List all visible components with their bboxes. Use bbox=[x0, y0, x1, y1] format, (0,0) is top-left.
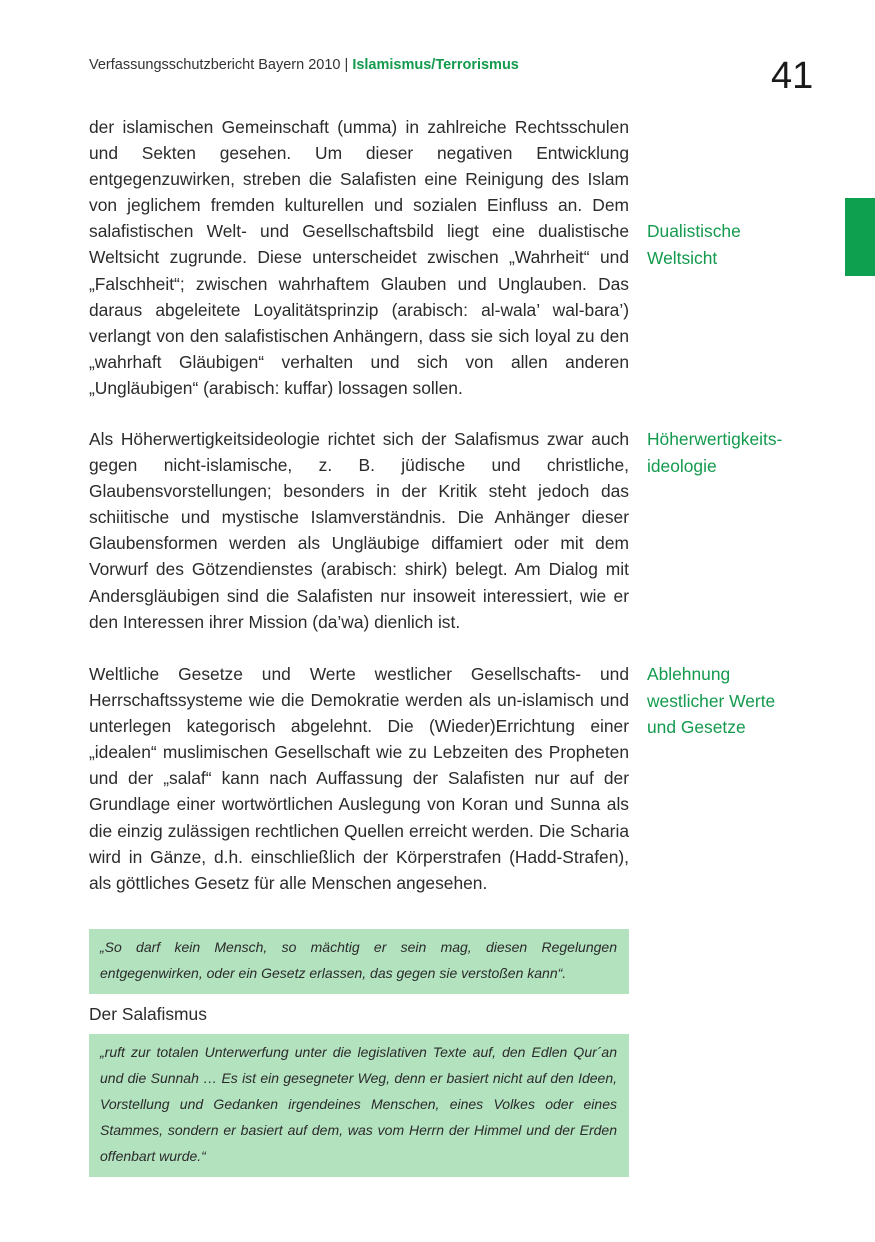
quote-box-2: „ruft zur totalen Unterwerfung unter die legislativen Texte auf, den Edlen Qur´an und die Sunnah … Es ist ein gesegneter Weg, denn er basiert nicht auf den Ideen, Vorstellung und Gedanken irgendeines Menschen, eines Volkes oder eines Stammes, sondern er basiert auf dem, was vom Herrn der Himmel und der Erden offenbart wurde.“ bbox=[89, 1034, 629, 1177]
margin-note-ablehnung-westlicher-werte: Ablehnung westlicher Werte und Gesetze bbox=[647, 664, 776, 737]
section-title: Islamismus/Terrorismus bbox=[352, 57, 519, 73]
report-title: Verfassungsschutzbericht Bayern 2010 | bbox=[89, 57, 353, 73]
chapter-tab-marker bbox=[845, 198, 875, 276]
quote-box-1: „So darf kein Mensch, so mächtig er sein mag, diesen Regelungen entgegenwirken, oder ein Gesetz erlassen, das gegen sie verstoßen kann“. bbox=[89, 929, 629, 994]
body-paragraph-2: Als Höherwertigkeitsideologie richtet sich der Salafismus zwar auch gegen nicht-islamische, z. B. jüdische und christliche, Glaubensvorstellungen; besonders in der Kritik steht jedoch das schiitische und mystische Islamverständnis. Die Anhänger dieser Glaubensformen werden als Ungläubige diffamiert oder mit dem Vorwurf des Götzendienstes (arabisch: shirk) belegt. Am Dialog mit Andersgläubigen sind die Salafisten nur insoweit interessiert, wie er den Interessen ihrer Mission (da’wa) dienlich ist. bbox=[89, 429, 629, 632]
margin-note-hoeherwertigkeitsideologie: Höherwertigkeits-ideologie bbox=[647, 429, 783, 476]
margin-note-dualistische-weltsicht: Dualistische Weltsicht bbox=[647, 221, 741, 268]
quote-source-label: Der Salafismus bbox=[89, 1004, 207, 1024]
page-number: 41 bbox=[771, 55, 814, 97]
running-header bbox=[89, 57, 519, 73]
body-paragraph-3: Weltliche Gesetze und Werte westlicher Gesellschafts- und Herrschaftssysteme wie die Demokratie werden als un-islamisch und unterlegen kategorisch abgelehnt. Die (Wieder)Errichtung einer „idealen“ muslimischen Gesellschaft wie zu Lebzeiten des Propheten und der „salaf“ kann nach Auffassung der Salafisten nur auf der Grundlage einer wortwörtlichen Auslegung von Koran und Sunna als die einzig zulässigen rechtlichen Quellen erreicht werden. Die Scharia wird in Gänze, d.h. einschließlich der Körperstrafen (Hadd-Strafen), als göttliches Gesetz für alle Menschen angesehen. bbox=[89, 664, 629, 893]
body-paragraph-1: der islamischen Gemeinschaft (umma) in zahlreiche Rechtsschulen und Sekten gesehen. Um dieser negativen Entwicklung entgegenzuwirken, streben die Salafisten eine Reinigung des Islam von jeglichem fremden kulturellen und sozialen Einfluss an. Dem salafistischen Welt- und Gesellschaftsbild liegt eine dualistische Weltsicht zugrunde. Diese unterscheidet zwischen „Wahrheit“ und „Falschheit“; zwischen wahrhaftem Glauben und Unglauben. Das daraus abgeleitete Loyalitätsprinzip (arabisch: al-wala’ wal-bara’) verlangt von den salafistischen Anhängern, dass sie sich loyal zu den „wahrhaft Gläubigen“ verhalten und sich von allen anderen „Ungläubigen“ (arabisch: kuffar) lossagen sollen. bbox=[89, 117, 629, 398]
